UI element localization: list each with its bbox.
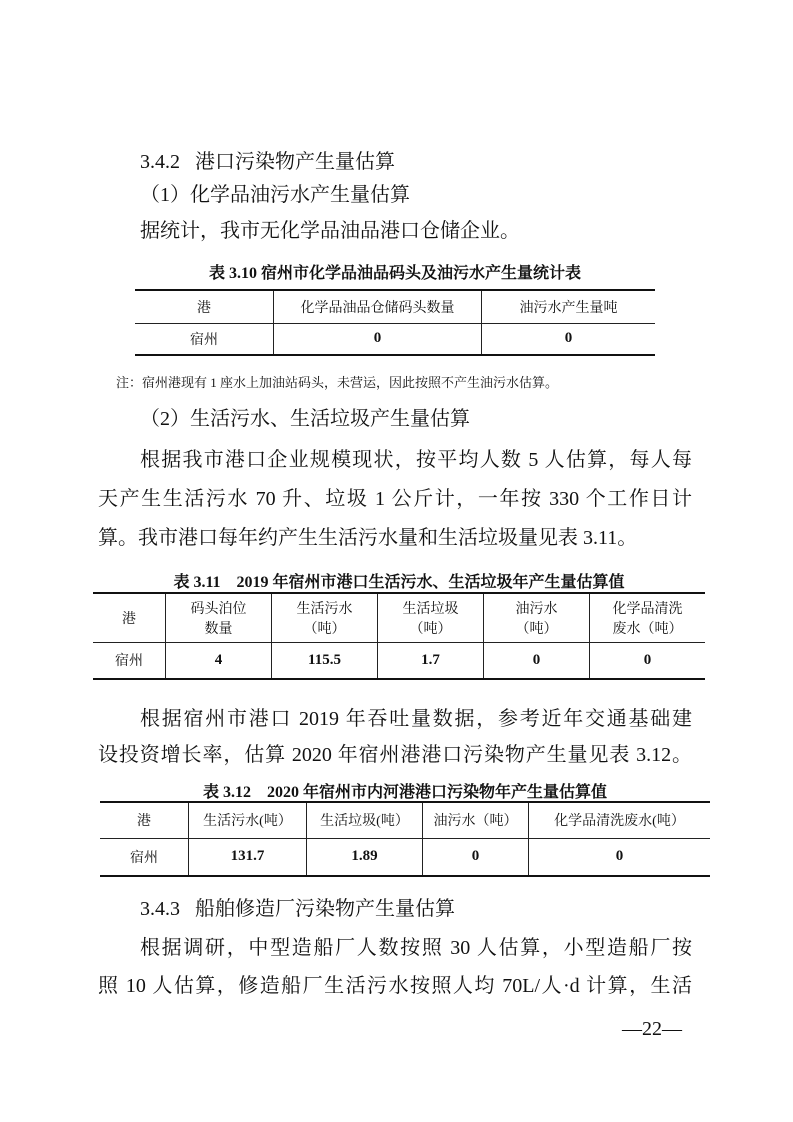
header-cell — [378, 593, 484, 642]
table-3-11-caption: 表 3.11 2019 年宿州市港口生活污水、生活垃圾年产生量估算值 — [173, 574, 625, 591]
header-text: 生活污水 — [296, 601, 353, 617]
table-row — [135, 323, 655, 355]
section-number: 3.4.2 — [140, 151, 180, 173]
paragraph-line: 根据调研，中型造船厂人数按照 30 人估算，小型造船厂按 — [140, 937, 692, 959]
header-cell — [484, 593, 590, 642]
header-cell: 油污水产生量吨 — [482, 290, 656, 323]
header-text: （吨） — [303, 621, 346, 637]
header-cell: 油污水（吨） — [423, 802, 529, 838]
cell: 宿州 — [93, 642, 166, 679]
header-text: 废水（吨） — [612, 621, 683, 637]
table-header-row — [100, 802, 710, 838]
paragraph-line: 根据我市港口企业规模现状，按平均人数 5 人估算，每人每 — [140, 449, 692, 471]
table-3-11 — [93, 592, 705, 680]
subheading-2: （2）生活污水、生活垃圾产生量估算 — [140, 408, 470, 430]
paragraph-statistics: 据统计，我市无化学品油品港口仓储企业。 — [140, 220, 520, 242]
table-3-10 — [135, 289, 655, 356]
cell: 0 — [484, 642, 590, 679]
header-cell: 化学品清洗废水(吨） — [529, 802, 711, 838]
header-text: 码头泊位 — [190, 601, 247, 617]
header-cell: 港 — [135, 290, 274, 323]
table-row — [93, 642, 705, 679]
cell: 0 — [423, 838, 529, 876]
cell: 0 — [529, 838, 711, 876]
header-text: 化学品清洗 — [612, 601, 683, 617]
cell: 115.5 — [272, 642, 378, 679]
paragraph-line: 照 10 人估算，修造船厂生活污水按照人均 70L/人·d 计算，生活 — [98, 975, 692, 997]
table-note: 注：宿州港现有 1 座水上加油站码头，未营运，因此按照不产生油污水估算。 — [116, 375, 559, 390]
cell: 0 — [274, 323, 482, 355]
paragraph-line: 算。我市港口每年约产生生活污水量和生活垃圾量见表 3.11。 — [98, 527, 638, 549]
header-text: （吨） — [409, 621, 452, 637]
header-text: 港 — [122, 611, 136, 627]
header-cell — [590, 593, 706, 642]
cell: 宿州 — [100, 838, 189, 876]
paragraph-line: 根据宿州市港口 2019 年吞吐量数据，参考近年交通基础建 — [140, 708, 692, 730]
section-heading-3-4-3 — [140, 892, 455, 921]
cell: 0 — [590, 642, 706, 679]
header-cell: 生活垃圾(吨） — [307, 802, 423, 838]
cell: 0 — [482, 323, 656, 355]
cell: 131.7 — [189, 838, 307, 876]
table-3-12-caption: 表 3.12 2020 年宿州市内河港港口污染物年产生量估算值 — [202, 784, 607, 801]
header-text: 数量 — [204, 621, 233, 637]
cell: 宿州 — [135, 323, 274, 355]
table-header-row — [93, 593, 705, 642]
table-3-12 — [100, 801, 710, 877]
section-title: 船舶修造厂污染物产生量估算 — [195, 898, 455, 920]
paragraph-line: 设投资增长率，估算 2020 年宿州港港口污染物产生量见表 3.12。 — [98, 744, 692, 766]
section-number: 3.4.3 — [140, 898, 180, 920]
subheading-1: （1）化学品油污水产生量估算 — [140, 184, 410, 206]
header-cell: 港 — [100, 802, 189, 838]
cell: 1.7 — [378, 642, 484, 679]
header-cell: 生活污水(吨） — [189, 802, 307, 838]
table-header-row — [135, 290, 655, 323]
header-cell: 化学品油品仓储码头数量 — [274, 290, 482, 323]
page-number: —22— — [622, 1018, 682, 1040]
header-cell — [93, 593, 166, 642]
section-title: 港口污染物产生量估算 — [195, 151, 395, 173]
cell: 1.89 — [307, 838, 423, 876]
table-row — [100, 838, 710, 876]
header-text: 油污水 — [515, 601, 558, 617]
table-3-10-caption: 表 3.10 宿州市化学品油品码头及油污水产生量统计表 — [208, 265, 581, 282]
header-text: （吨） — [515, 621, 558, 637]
paragraph-line: 天产生生活污水 70 升、垃圾 1 公斤计，一年按 330 个工作日计 — [98, 488, 692, 510]
header-cell — [272, 593, 378, 642]
section-heading-3-4-2 — [140, 145, 395, 174]
header-text: 生活垃圾 — [402, 601, 459, 617]
cell: 4 — [166, 642, 272, 679]
header-cell — [166, 593, 272, 642]
